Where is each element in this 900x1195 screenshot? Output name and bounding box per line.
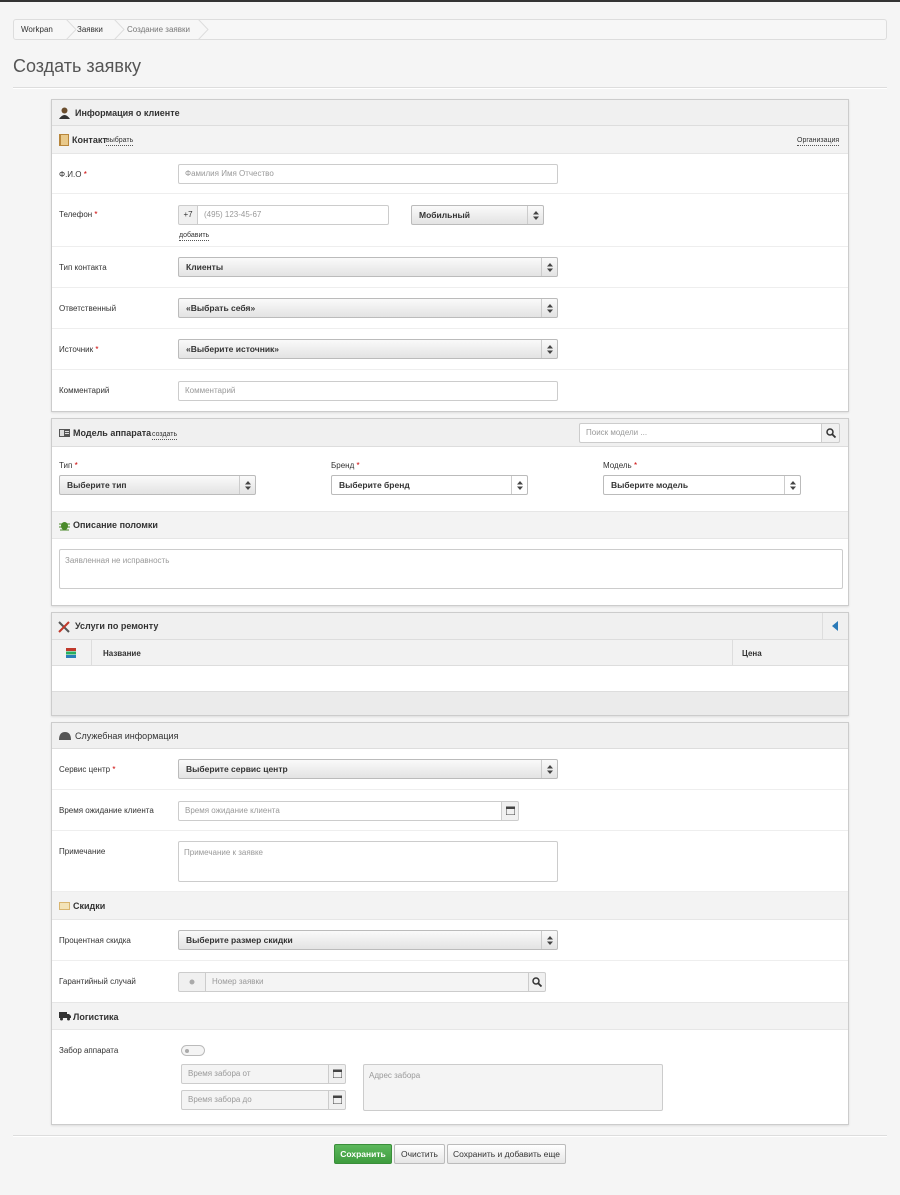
top-bar bbox=[0, 0, 900, 2]
service-info-title: Служебная информация bbox=[75, 731, 179, 741]
service-info-header bbox=[52, 723, 848, 749]
pickup-to-input[interactable]: Время забора до bbox=[181, 1090, 329, 1110]
select-arrows-icon bbox=[547, 936, 553, 945]
helmet-icon bbox=[59, 732, 71, 740]
source-label: Источник * bbox=[59, 345, 99, 354]
select-arrows-icon bbox=[790, 481, 796, 490]
breadcrumb-item-current: Создание заявки bbox=[127, 25, 190, 34]
logistics-subheader bbox=[52, 1002, 848, 1030]
breadcrumb-item-workpan[interactable]: Workpan bbox=[21, 25, 53, 34]
clear-button[interactable]: Очистить bbox=[394, 1144, 445, 1164]
responsible-label: Ответственный bbox=[59, 304, 117, 313]
services-column-order bbox=[52, 640, 92, 665]
contact-type-row bbox=[52, 247, 848, 288]
truck-icon bbox=[59, 1012, 71, 1021]
breadcrumb-item-requests[interactable]: Заявки bbox=[77, 25, 103, 34]
discounts-title: Скидки bbox=[73, 901, 106, 911]
warranty-row bbox=[52, 961, 848, 1002]
contact-type-label: Тип контакта bbox=[59, 263, 107, 272]
client-info-title: Информация о клиенте bbox=[75, 108, 180, 118]
radio-dot-icon bbox=[189, 979, 195, 985]
fio-input[interactable]: Фамилия Имя Отчество bbox=[178, 164, 558, 184]
wait-time-calendar-button[interactable] bbox=[501, 801, 519, 821]
address-book-icon bbox=[59, 134, 69, 146]
services-table-header bbox=[52, 640, 848, 666]
brand-label: Бренд * bbox=[331, 461, 360, 470]
tools-icon bbox=[58, 621, 70, 633]
services-column-name: Название bbox=[103, 649, 141, 658]
device-header bbox=[52, 419, 848, 447]
services-column-price: Цена bbox=[742, 649, 762, 658]
services-title: Услуги по ремонту bbox=[75, 621, 159, 631]
wait-time-label: Время ожидание клиента bbox=[59, 806, 154, 815]
select-arrows-icon bbox=[547, 304, 553, 313]
save-and-add-button[interactable]: Сохранить и добавить еще bbox=[447, 1144, 566, 1164]
note-row bbox=[52, 831, 848, 892]
calendar-icon bbox=[333, 1069, 342, 1078]
contact-title: Контакт bbox=[72, 135, 107, 145]
model-search-input[interactable]: Поиск модели ... bbox=[579, 423, 822, 443]
percent-discount-row bbox=[52, 920, 848, 961]
brand-select[interactable]: Выберите бренд bbox=[331, 475, 528, 495]
pickup-address-textarea[interactable]: Адрес забора bbox=[363, 1064, 663, 1111]
select-arrows-icon bbox=[547, 765, 553, 774]
toggle-knob bbox=[185, 1049, 189, 1053]
breadcrumb-separator bbox=[114, 19, 126, 40]
select-arrows-icon bbox=[533, 211, 539, 220]
service-center-select[interactable]: Выберите сервис центр bbox=[178, 759, 558, 779]
page-title: Создать заявку bbox=[13, 56, 142, 76]
device-panel bbox=[51, 418, 849, 606]
caret-left-icon bbox=[832, 621, 838, 631]
note-label: Примечание bbox=[59, 847, 106, 856]
pickup-toggle[interactable] bbox=[181, 1045, 205, 1056]
comment-row bbox=[52, 370, 848, 411]
fault-textarea[interactable]: Заявленная не исправность bbox=[59, 549, 843, 589]
contact-subheader bbox=[52, 126, 848, 154]
phone-add-link[interactable]: добавить bbox=[179, 232, 210, 239]
bug-icon bbox=[59, 520, 70, 531]
service-info-panel bbox=[51, 722, 849, 1125]
select-arrows-icon bbox=[245, 481, 251, 490]
calendar-icon bbox=[333, 1095, 342, 1104]
device-create-link[interactable]: создать bbox=[152, 431, 178, 438]
pickup-from-calendar-button[interactable] bbox=[328, 1064, 346, 1084]
search-icon bbox=[826, 428, 836, 438]
select-arrows-icon bbox=[547, 263, 553, 272]
warranty-label: Гарантийный случай bbox=[59, 977, 136, 986]
pickup-label: Забор аппарата bbox=[59, 1046, 119, 1055]
fio-row bbox=[52, 154, 848, 194]
note-textarea[interactable]: Примечание к заявке bbox=[178, 841, 558, 882]
percent-discount-select[interactable]: Выберите размер скидки bbox=[178, 930, 558, 950]
warranty-search-button[interactable] bbox=[528, 972, 546, 992]
organization-link[interactable]: Организация bbox=[797, 137, 840, 144]
contact-pick-link[interactable]: выбрать bbox=[106, 137, 134, 144]
fault-subheader bbox=[52, 511, 848, 539]
divider bbox=[13, 1135, 887, 1137]
model-label: Модель * bbox=[603, 461, 638, 470]
source-row bbox=[52, 329, 848, 370]
service-center-label: Сервис центр * bbox=[59, 765, 116, 774]
logistics-title: Логистика bbox=[73, 1012, 119, 1022]
pickup-from-input[interactable]: Время забора от bbox=[181, 1064, 329, 1084]
warranty-number-input[interactable]: Номер заявки bbox=[205, 972, 529, 992]
services-table-footer bbox=[52, 691, 848, 715]
fault-title: Описание поломки bbox=[73, 520, 158, 530]
phone-label: Телефон * bbox=[59, 210, 98, 219]
responsible-row bbox=[52, 288, 848, 329]
client-info-panel bbox=[51, 99, 849, 412]
type-label: Тип * bbox=[59, 461, 78, 470]
model-search-button[interactable] bbox=[821, 423, 840, 443]
device-title: Модель аппарата bbox=[73, 428, 152, 438]
pickup-to-calendar-button[interactable] bbox=[328, 1090, 346, 1110]
breadcrumb bbox=[13, 19, 887, 40]
user-icon bbox=[59, 107, 70, 119]
select-arrows-icon bbox=[517, 481, 523, 490]
phone-row bbox=[52, 194, 848, 247]
comment-input[interactable]: Комментарий bbox=[178, 381, 558, 401]
phone-type-select[interactable]: Мобильный bbox=[411, 205, 544, 225]
select-arrows-icon bbox=[547, 345, 553, 354]
save-button[interactable]: Сохранить bbox=[334, 1144, 392, 1164]
responsible-select[interactable]: «Выбрать себя» bbox=[178, 298, 558, 318]
warranty-checkbox[interactable] bbox=[178, 972, 206, 992]
column-divider bbox=[732, 640, 733, 665]
wait-time-row bbox=[52, 790, 848, 831]
services-table-body bbox=[52, 666, 848, 691]
service-center-row bbox=[52, 749, 848, 790]
phone-input[interactable]: (495) 123-45-67 bbox=[197, 205, 389, 225]
discount-card-icon bbox=[59, 902, 70, 910]
services-collapse-button[interactable] bbox=[822, 613, 848, 639]
services-header bbox=[52, 613, 848, 640]
breadcrumb-separator bbox=[198, 19, 210, 40]
fio-label: Ф.И.О * bbox=[59, 170, 87, 179]
comment-label: Комментарий bbox=[59, 386, 110, 395]
device-card-icon bbox=[59, 429, 70, 437]
calendar-icon bbox=[506, 806, 515, 815]
search-icon bbox=[532, 977, 542, 987]
divider bbox=[13, 87, 887, 89]
wait-time-input[interactable]: Время ожидание клиента bbox=[178, 801, 502, 821]
client-info-header bbox=[52, 100, 848, 126]
list-icon bbox=[66, 648, 76, 658]
source-select[interactable]: «Выберите источник» bbox=[178, 339, 558, 359]
type-select[interactable]: Выберите тип bbox=[59, 475, 256, 495]
percent-discount-label: Процентная скидка bbox=[59, 936, 131, 945]
model-select[interactable]: Выберите модель bbox=[603, 475, 801, 495]
services-panel bbox=[51, 612, 849, 716]
discounts-subheader bbox=[52, 892, 848, 920]
contact-type-select[interactable]: Клиенты bbox=[178, 257, 558, 277]
phone-prefix: +7 bbox=[178, 205, 198, 225]
